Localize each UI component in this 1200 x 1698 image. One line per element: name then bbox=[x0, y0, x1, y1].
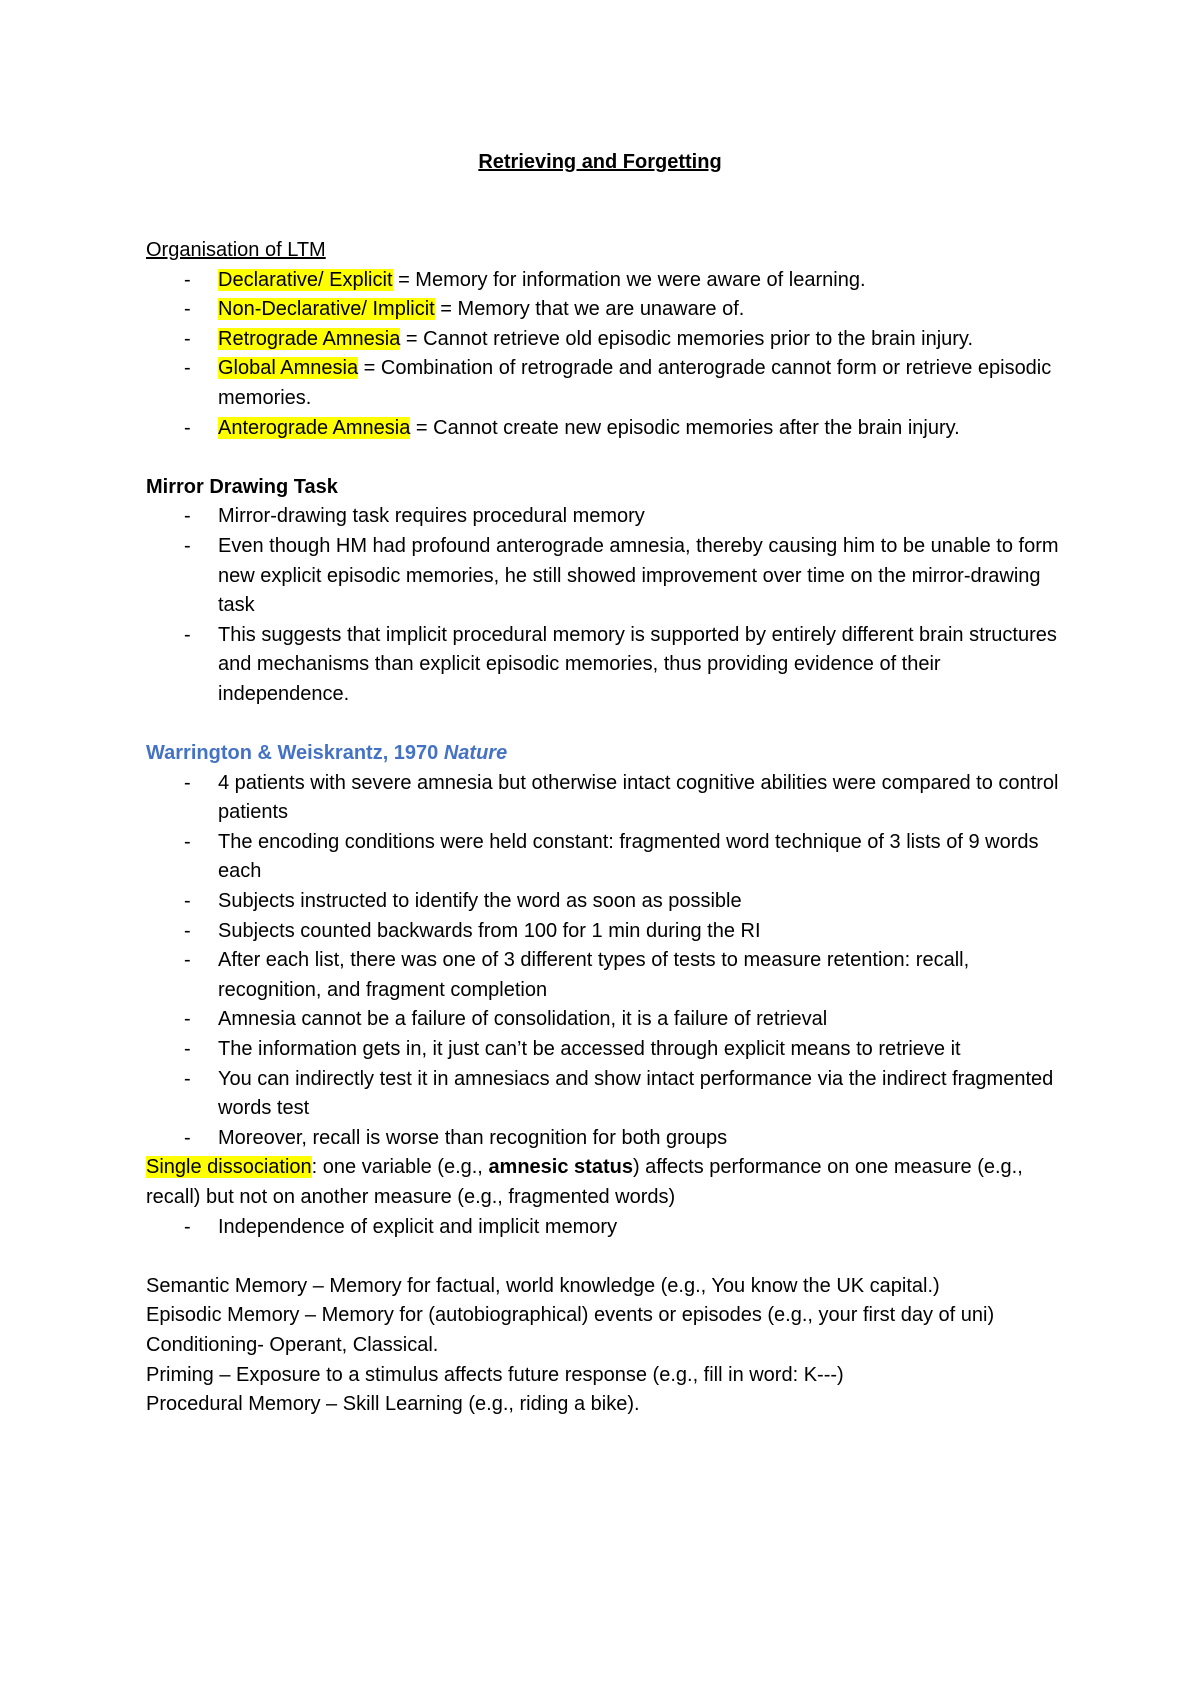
highlighted-term: Non-Declarative/ Implicit bbox=[218, 298, 435, 321]
spacer bbox=[146, 443, 1076, 473]
document-body bbox=[146, 236, 1076, 1420]
journal-name: Nature bbox=[443, 742, 508, 765]
list-item: - Independence of explicit and implicit memory bbox=[146, 1213, 1076, 1243]
definition-text: = Cannot create new episodic memories after the brain injury. bbox=[410, 416, 960, 439]
list-item bbox=[146, 414, 1076, 444]
section-heading-mirror-drawing: Mirror Drawing Task bbox=[146, 475, 338, 498]
definition-line: Procedural Memory – Skill Learning (e.g., riding a bike). bbox=[146, 1393, 640, 1416]
list-item: - Subjects counted backwards from 100 for 1 min during the RI bbox=[146, 917, 1076, 947]
definition-text: = Combination of retrograde and anterograde cannot form or retrieve episodic memories. bbox=[218, 357, 1052, 409]
mirror-drawing-list bbox=[146, 502, 1076, 709]
section-heading-warrington bbox=[146, 739, 1076, 769]
section-heading-organisation: Organisation of LTM bbox=[146, 239, 326, 261]
warrington-list bbox=[146, 769, 1076, 1154]
list-item: - After each list, there was one of 3 different types of tests to measure retention: recall, recognition, and fragment completion bbox=[146, 946, 1076, 1005]
dissociation-text: ) affects performance on one measure (e.g., recall) but not on another measure (e.g., fragmented words) bbox=[146, 1156, 1023, 1208]
spacer bbox=[146, 710, 1076, 740]
highlighted-term: Retrograde Amnesia bbox=[218, 327, 401, 350]
list-item: - Mirror-drawing task requires procedural memory bbox=[146, 502, 1076, 532]
definition-line: Semantic Memory – Memory for factual, world knowledge (e.g., You know the UK capital.) bbox=[146, 1274, 940, 1297]
dissociation-list bbox=[146, 1213, 1076, 1243]
organisation-list bbox=[146, 266, 1076, 444]
study-citation: Warrington & Weiskrantz, 1970 bbox=[146, 742, 444, 765]
list-item: - Even though HM had profound anterograde amnesia, thereby causing him to be unable to form new explicit episodic memories, he still showed improvement over time on the mirror-drawing task bbox=[146, 532, 1076, 621]
dissociation-text: : one variable (e.g., bbox=[311, 1156, 489, 1179]
list-item bbox=[146, 354, 1076, 413]
dissociation-bold-text: amnesic status bbox=[488, 1156, 633, 1179]
list-item bbox=[146, 266, 1076, 296]
highlighted-term: Global Amnesia bbox=[218, 357, 359, 380]
definition-text: = Cannot retrieve old episodic memories prior to the brain injury. bbox=[400, 327, 974, 350]
list-item: - Moreover, recall is worse than recognition for both groups bbox=[146, 1124, 1076, 1154]
definition-text: = Memory for information we were aware of learning. bbox=[392, 268, 866, 291]
list-item: - You can indirectly test it in amnesiacs and show intact performance via the indirect fragmented words test bbox=[146, 1065, 1076, 1124]
list-item: - The encoding conditions were held constant: fragmented word technique of 3 lists of 9 words each bbox=[146, 828, 1076, 887]
definition-line: Conditioning- Operant, Classical. bbox=[146, 1333, 439, 1356]
list-item: - 4 patients with severe amnesia but otherwise intact cognitive abilities were compared to control patients bbox=[146, 769, 1076, 828]
page-title: Retrieving and Forgetting bbox=[478, 151, 722, 173]
single-dissociation-paragraph bbox=[146, 1153, 1076, 1212]
list-item: - Subjects instructed to identify the word as soon as possible bbox=[146, 887, 1076, 917]
definition-line: Episodic Memory – Memory for (autobiographical) events or episodes (e.g., your first day of uni) bbox=[146, 1304, 995, 1327]
list-item bbox=[146, 325, 1076, 355]
list-item: - Amnesia cannot be a failure of consolidation, it is a failure of retrieval bbox=[146, 1005, 1076, 1035]
highlighted-term: Anterograde Amnesia bbox=[218, 416, 411, 439]
highlighted-term: Declarative/ Explicit bbox=[218, 268, 393, 291]
definition-text: = Memory that we are unaware of. bbox=[434, 298, 745, 321]
list-item bbox=[146, 295, 1076, 325]
spacer bbox=[146, 1242, 1076, 1272]
highlighted-term: Single dissociation bbox=[146, 1156, 312, 1179]
definition-line: Priming – Exposure to a stimulus affects future response (e.g., fill in word: K---) bbox=[146, 1363, 844, 1386]
list-item: - This suggests that implicit procedural memory is supported by entirely different brain structures and mechanisms than explicit episodic memories, thus providing evidence of their independence. bbox=[146, 621, 1076, 710]
list-item: - The information gets in, it just can’t be accessed through explicit means to retrieve it bbox=[146, 1035, 1076, 1065]
